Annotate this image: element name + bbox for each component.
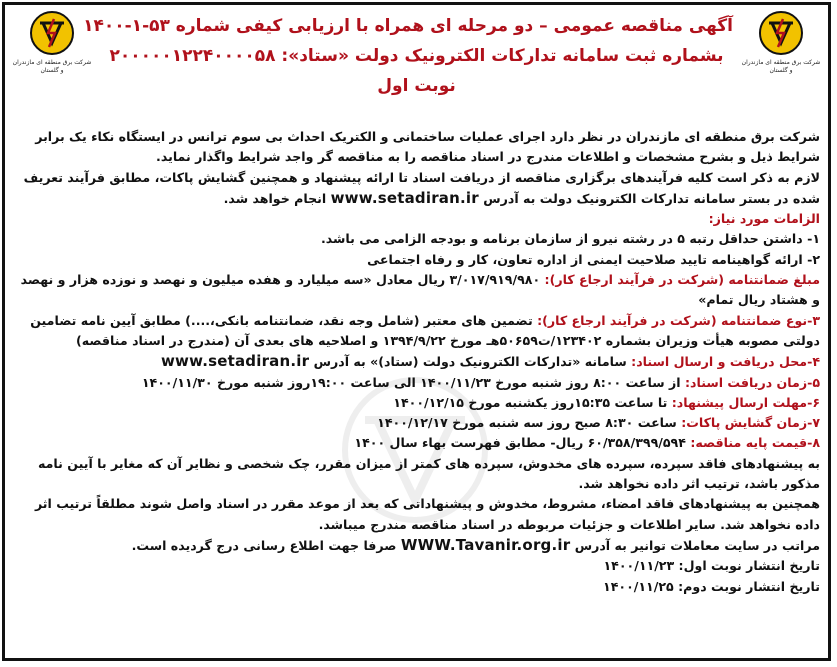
note3-start: مراتب در سایت معاملات توانیر به آدرس (574, 537, 820, 553)
notice-titles (83, 11, 733, 101)
documents-place-label: ۴-محل دریافت و ارسال اسناد: (631, 354, 820, 370)
electric-company-logo-icon (757, 9, 805, 57)
notice-body (13, 127, 820, 597)
notice-title-line1: آگهی مناقصه عمومی – دو مرحله ای همراه با ارزیابی کیفی شماره ۵۳-۱-۱۴۰۰ (83, 16, 733, 36)
guarantee-type-value: تضمین های معتبر (شامل وجه نقد، ضمانتنامه بانکی،....) مطابق آیین نامه تضامین دولتی مصوبه هیأت وزیران بشماره ۱۲۳۴۰۲/ت۵۰۶۵۹هـ مورخ ۱۳۹۴/۹/۲۲ و اصلاحیه های بعدی آن (مندرج در اسناد مناقصه) (30, 312, 820, 348)
opening-time (13, 413, 820, 433)
note-paragraph: به پیشنهادهای فاقد سپرده، سپرده های مخدوش، سپرده های کمتر از میزان مقرر، چک شخصی و نظایر آن که مغایر با آیین نامه مذکور باشد، ترتیب اثر داده نخواهد شد. (37, 455, 820, 492)
documents-place (13, 351, 820, 372)
receive-time-value: از ساعت ۸:۰۰ روز شنبه مورخ ۱۴۰۰/۱۱/۲۳ الی ساعت ۱۹:۰۰روز شنبه مورخ ۱۴۰۰/۱۱/۳۰ (141, 374, 681, 390)
receive-time (13, 373, 820, 393)
guarantee-type-label: ۳-نوع ضمانتنامه (شرکت در فرآیند ارجاع کار): (537, 312, 820, 328)
requirement-item: ۱- داشتن حداقل رتبه ۵ در رشته نیرو از سازمان برنامه و بودجه الزامی می باشد. (320, 231, 820, 247)
notice-frame (2, 2, 831, 661)
publication-date-first: تاریخ انتشار نوبت اول: ۱۴۰۰/۱۱/۲۳ (603, 558, 820, 574)
base-price-value: ۶۰/۳۵۸/۳۹۹/۵۹۴ ریال- مطابق فهرست بهاء سال ۱۴۰۰ (354, 435, 686, 451)
intro-paragraph-2 (13, 168, 820, 210)
guarantee-amount (13, 270, 820, 311)
intro-paragraph-2-end: انجام خواهد شد. (223, 190, 327, 206)
submit-deadline-value: تا ساعت ۱۵:۳۵روز یکشنبه مورخ ۱۴۰۰/۱۲/۱۵ (393, 394, 668, 410)
opening-time-value: ساعت ۸:۳۰ صبح روز سه شنبه مورخ ۱۴۰۰/۱۲/۱۷ (377, 415, 677, 431)
requirement-item: ۲- ارائه گواهینامه تایید صلاحیت ایمنی از اداره تعاون، کار و رفاه اجتماعی (367, 251, 820, 267)
note-paragraph: همچنین به پیشنهادهای فاقد امضاء، مشروط، مخدوش و پیشنهاداتی که بعد از موعد مقرر در اسناد واصل شوند مطلقاً ترتیب اثر داده نخواهد شد. سایر اطلاعات و جزئیات مربوطه در اسناد مناقصه مندرج میباشد. (34, 496, 820, 532)
note3-end: صرفا جهت اطلاع رسانی درج گردیده است. (131, 537, 397, 553)
logo-left (11, 9, 93, 75)
setadiran-link[interactable]: www.setadiran.ir (330, 188, 479, 207)
logo-caption: شرکت برق منطقه ای مازندران و گلستان (741, 59, 821, 74)
note-paragraph-tavanir (13, 535, 820, 556)
submit-deadline-label: ۶-مهلت ارسال پیشنهاد: (671, 394, 820, 410)
notice-header (5, 5, 828, 123)
publication-date-second: تاریخ انتشار نوبت دوم: ۱۴۰۰/۱۱/۲۵ (603, 578, 820, 594)
guarantee-type (13, 311, 820, 352)
tavanir-link[interactable]: WWW.Tavanir.org.ir (400, 535, 571, 554)
receive-time-label: ۵-زمان دریافت اسناد: (684, 374, 820, 390)
intro-paragraph-2-text: لازم به ذکر است کلیه فرآیندهای برگزاری مناقصه از دریافت اسناد تا ارائه پیشنهاد و همچنین گشایش پاکات، مطابق فرآیند تعریف شده در بستر سامانه تدارکات الکترونیک دولت به آدرس (23, 169, 820, 206)
opening-time-label: ۷-زمان گشایش پاکات: (681, 415, 820, 431)
electric-company-logo-icon (28, 9, 76, 57)
guarantee-amount-value: ۳/۰۱۷/۹۱۹/۹۸۰ ریال معادل «سه میلیارد و هفده میلیون و نهصد و نوزده هزار و نهصد و هشتاد ریال تمام» (20, 272, 820, 308)
intro-paragraph: شرکت برق منطقه ای مازندران در نظر دارد اجرای عملیات ساختمانی و الکتریک احداث بی سوم ترانس در ایستگاه نکاء یک برابر شرایط ذیل و بشرح مشخصات و اطلاعات مندرج در اسناد مناقصه را به مناقصه گر واجد شرایط واگذار نماید. (35, 129, 820, 165)
guarantee-amount-label: مبلغ ضمانتنامه (شرکت در فرآیند ارجاع کار): (544, 272, 820, 288)
setadiran-link[interactable]: www.setadiran.ir (161, 352, 310, 371)
base-price-label: ۸-قیمت پایه مناقصه: (690, 435, 820, 451)
logo-caption: شرکت برق منطقه ای مازندران و گلستان (12, 59, 92, 74)
submit-deadline (13, 393, 820, 413)
base-price (13, 433, 820, 453)
notice-title-line2: بشماره ثبت سامانه تدارکات الکترونیک دولت «ستاد»: ۲۰۰۰۰۰۱۲۲۴۰۰۰۰۵۸ (109, 46, 724, 66)
logo-right (740, 9, 822, 75)
notice-title-line3: نوبت اول (377, 76, 456, 96)
documents-place-value: سامانه «تدارکات الکترونیک دولت (ستاد)» به آدرس (313, 354, 627, 370)
requirements-label: الزامات مورد نیاز: (708, 211, 820, 227)
